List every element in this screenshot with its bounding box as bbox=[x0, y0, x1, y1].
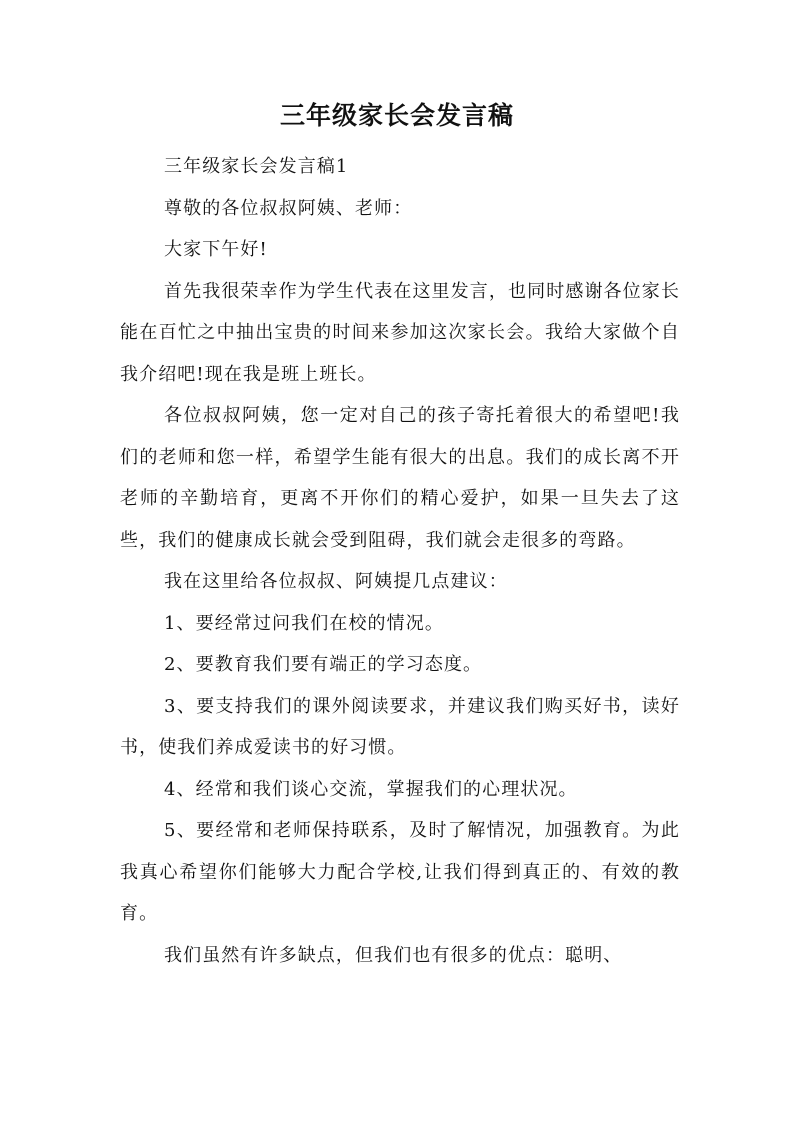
suggestion-item-4: 4、经常和我们谈心交流，掌握我们的心理状况。 bbox=[164, 778, 578, 800]
suggestion-item-3: 3、要支持我们的课外阅读要求，并建议我们购买好书，读好书，使我们养成爱读书的好习惯。 bbox=[120, 695, 680, 758]
paragraph-greeting: 大家下午好! bbox=[164, 239, 268, 260]
paragraph-heading: 三年级家长会发言稿1 bbox=[164, 156, 349, 177]
paragraph-closing-partial: 我们虽然有许多缺点，但我们也有很多的优点：聪明、 bbox=[164, 944, 623, 966]
paragraph-salutation: 尊敬的各位叔叔阿姨、老师： bbox=[164, 197, 413, 219]
paragraph-suggestions-lead: 我在这里给各位叔叔、阿姨提几点建议： bbox=[164, 571, 508, 592]
document-title: 三年级家长会发言稿 bbox=[279, 101, 514, 130]
paragraph-hope: 各位叔叔阿姨，您一定对自己的孩子寄托着很大的希望吧!我们的老师和您一样，希望学生能有很大的出息。我们的成长离不开老师的辛勤培育，更离不开你们的精心爱护，如果一旦失去了这些，我们的健康成长就会受到阻碍，我们就会走很多的弯路。 bbox=[120, 405, 680, 551]
document-body bbox=[120, 146, 680, 976]
suggestion-item-2: 2、要教育我们要有端正的学习态度。 bbox=[164, 654, 483, 675]
paragraph-intro: 首先我很荣幸作为学生代表在这里发言，也同时感谢各位家长能在百忙之中抽出宝贵的时间来参加这次家长会。我给大家做个自我介绍吧!现在我是班上班长。 bbox=[120, 280, 680, 385]
suggestion-item-1: 1、要经常过问我们在校的情况。 bbox=[164, 612, 444, 634]
suggestion-item-5: 5、要经常和老师保持联系，及时了解情况，加强教育。为此我真心希望你们能够大力配合学校,让我们得到真正的、有效的教育。 bbox=[120, 820, 680, 924]
